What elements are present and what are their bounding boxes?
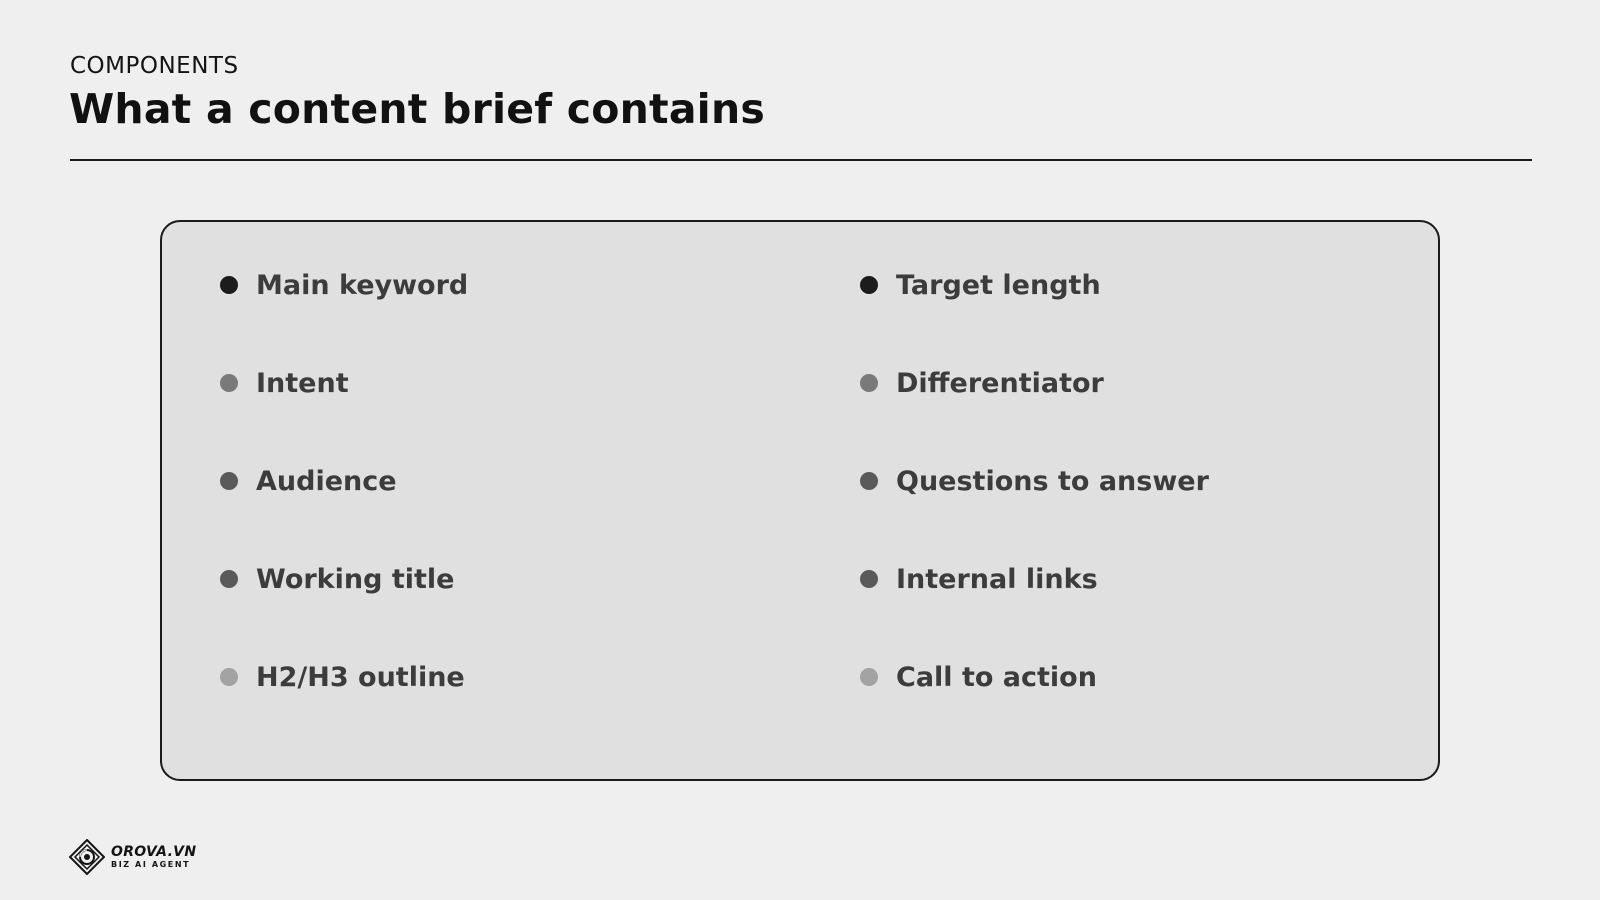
bullet-dot-icon <box>220 668 238 686</box>
orova-diamond-logo-icon <box>69 839 105 875</box>
list-item-label: Intent <box>256 367 349 399</box>
list-item <box>860 660 1097 694</box>
logo-name: OROVA.VN <box>111 844 197 860</box>
bullet-dot-icon <box>860 472 878 490</box>
bullet-dot-icon <box>220 570 238 588</box>
logo-tagline: BIZ AI AGENT <box>111 860 191 869</box>
bullet-dot-icon <box>860 570 878 588</box>
list-item <box>860 562 1098 596</box>
list-item <box>220 660 465 694</box>
bullet-dot-icon <box>860 276 878 294</box>
list-item <box>860 366 1104 400</box>
list-item-label: Questions to answer <box>896 465 1209 497</box>
list-item <box>220 464 397 498</box>
section-eyebrow: COMPONENTS <box>70 53 239 79</box>
list-item <box>220 268 468 302</box>
components-card <box>160 220 1440 781</box>
bullet-dot-icon <box>220 472 238 490</box>
list-item <box>220 562 454 596</box>
list-item-label: Main keyword <box>256 269 469 301</box>
bullet-dot-icon <box>220 374 238 392</box>
bullet-dot-icon <box>860 374 878 392</box>
list-item-label: Target length <box>896 269 1101 301</box>
logo-text <box>111 845 196 869</box>
list-item-label: Differentiator <box>896 367 1104 399</box>
bullet-dot-icon <box>220 276 238 294</box>
title-divider <box>70 159 1532 161</box>
list-item-label: Call to action <box>896 661 1097 693</box>
list-item <box>860 464 1209 498</box>
page-title: What a content brief contains <box>69 85 765 133</box>
list-item-label: Audience <box>256 465 397 497</box>
list-item <box>860 268 1101 302</box>
bullet-dot-icon <box>860 668 878 686</box>
brand-logo <box>69 839 196 875</box>
list-item <box>220 366 349 400</box>
list-item-label: H2/H3 outline <box>256 661 465 693</box>
list-item-label: Working title <box>256 563 455 595</box>
list-item-label: Internal links <box>896 563 1098 595</box>
